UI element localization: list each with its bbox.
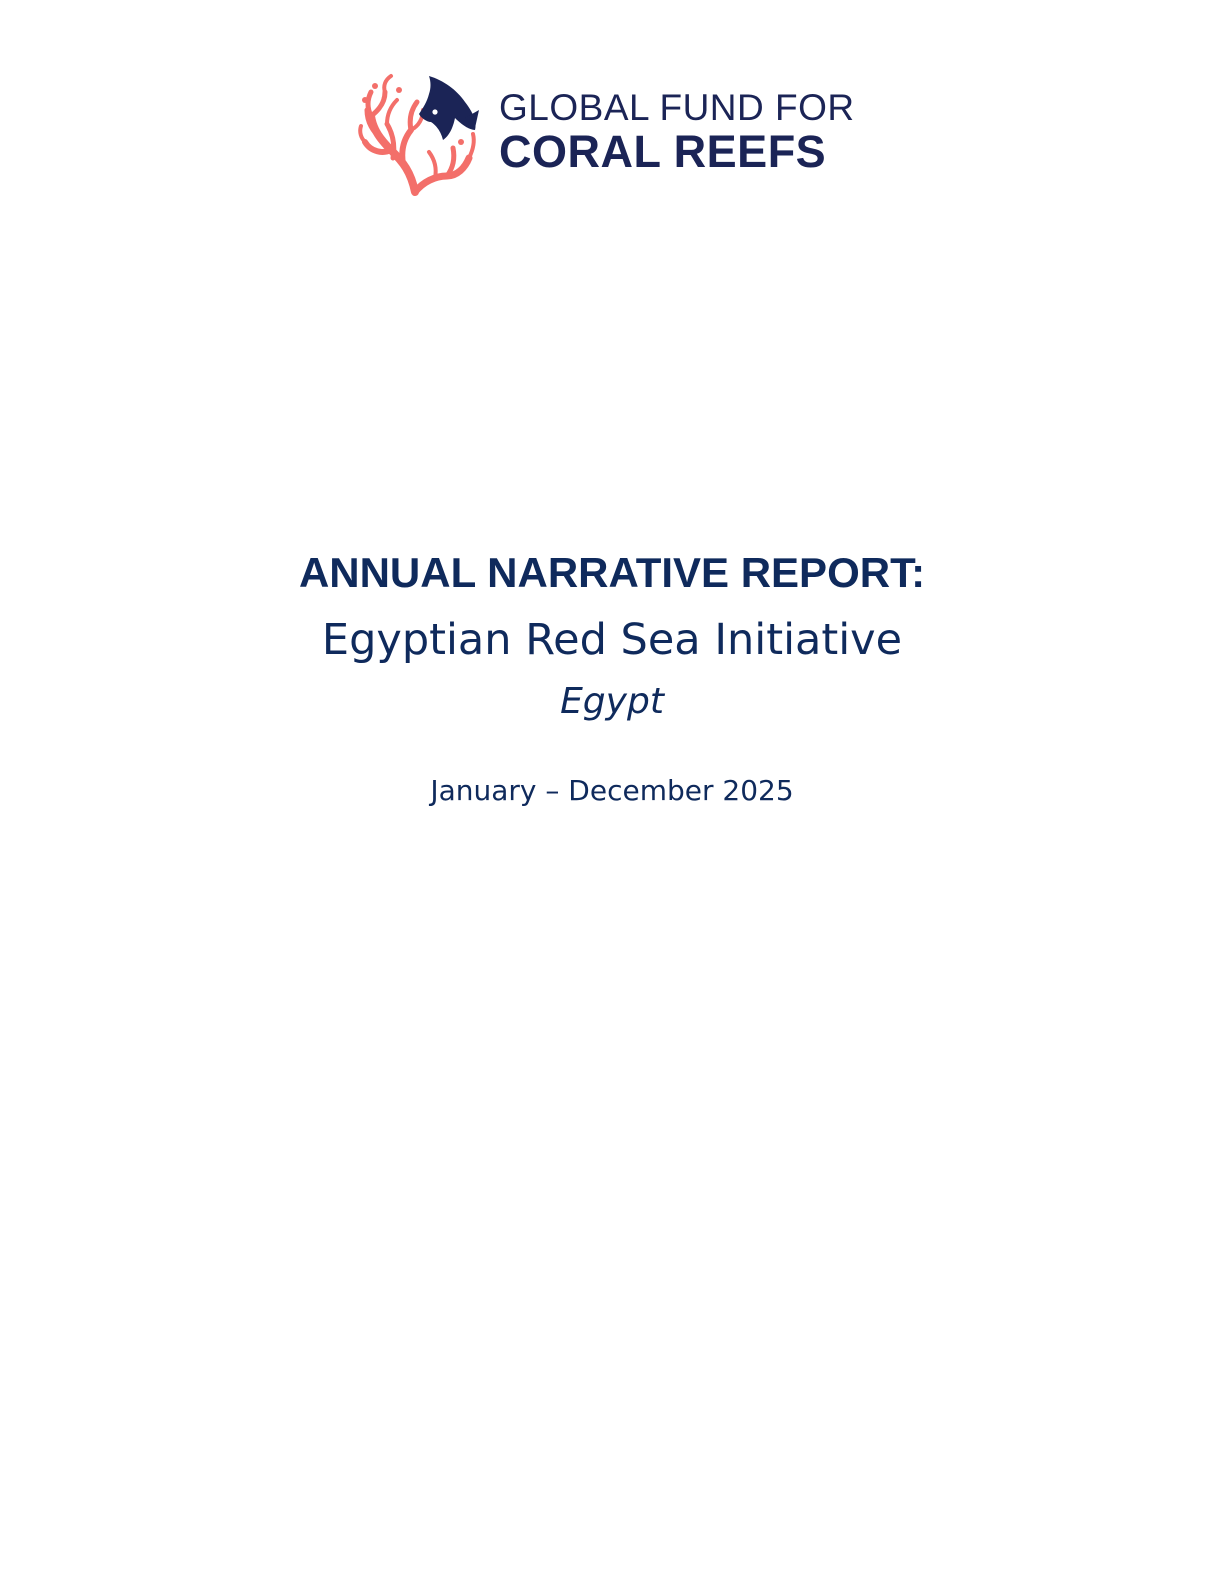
organization-name-line2: CORAL REEFS bbox=[499, 126, 827, 177]
organization-name bbox=[499, 88, 859, 176]
coral-fish-logo-icon bbox=[357, 72, 481, 196]
reporting-period: January – December 2025 bbox=[430, 774, 794, 807]
organization-name-line1: GLOBAL FUND FOR bbox=[499, 87, 855, 128]
initiative-name: Egyptian Red Sea Initiative bbox=[321, 615, 903, 665]
report-title: ANNUAL NARRATIVE REPORT: bbox=[298, 549, 926, 596]
organization-logo bbox=[357, 72, 857, 196]
cover-title-block bbox=[0, 545, 1224, 811]
country-name: Egypt bbox=[560, 681, 664, 722]
